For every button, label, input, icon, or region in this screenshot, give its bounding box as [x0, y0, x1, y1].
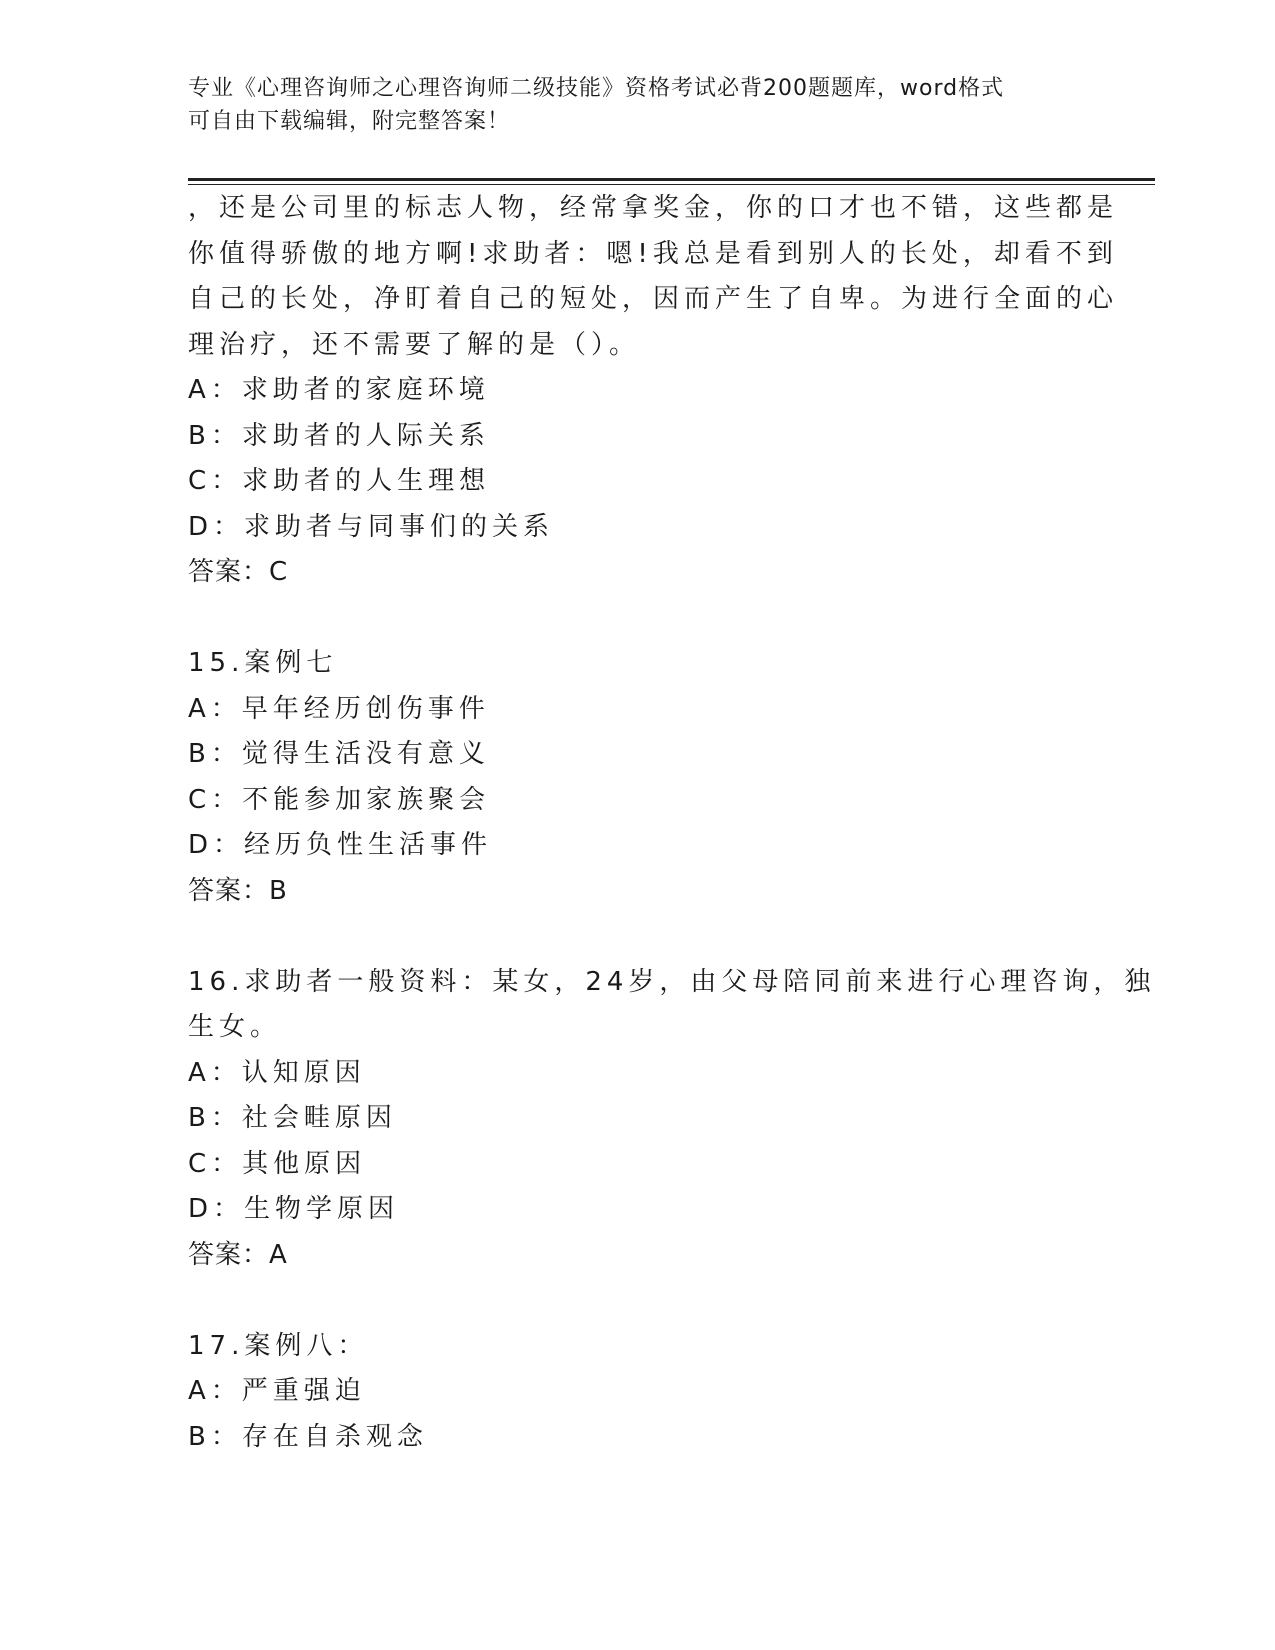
spacer	[188, 596, 1088, 642]
header-line-2: 可自由下载编辑，附完整答案！	[188, 109, 511, 134]
question-17	[188, 1324, 1088, 1461]
header-line-1: 专业《心理咨询师之心理咨询师二级技能》资格考试必背200题题库，word格式	[188, 76, 1005, 101]
option-d: D：求助者与同事们的关系	[188, 511, 555, 542]
answer-line: 答案：A	[188, 1239, 288, 1270]
question-14	[188, 186, 1119, 596]
option-b: B：存在自杀观念	[188, 1421, 428, 1452]
option-a: A：认知原因	[188, 1057, 366, 1088]
answer-line: 答案：C	[188, 557, 289, 587]
option-d: D：经历负性生活事件	[188, 830, 493, 860]
option-b: B：求助者的人际关系	[188, 420, 490, 451]
header-rule-thin	[188, 184, 1155, 185]
question-text-line: 16.求助者一般资料：某女，24岁，由父母陪同前来进行心理咨询，独	[188, 966, 1156, 997]
option-a: A：严重强迫	[188, 1376, 366, 1406]
question-16	[188, 960, 1156, 1279]
option-c: C：不能参加家族聚会	[188, 784, 491, 815]
document-header	[188, 72, 1088, 138]
option-a: A：求助者的家庭环境	[188, 375, 490, 405]
question-list	[188, 186, 1156, 1460]
question-text-line: 理治疗，还不需要了解的是（）。	[188, 329, 641, 360]
question-text-line: 自己的长处，净盯着自己的短处，因而产生了自卑。为进行全面的心	[188, 284, 1119, 314]
question-title: 17.案例八：	[188, 1330, 369, 1361]
option-c: C：其他原因	[188, 1148, 367, 1179]
spacer	[188, 914, 1088, 960]
header-rule-thick	[188, 178, 1155, 181]
question-text-line: 生女。	[188, 1012, 282, 1042]
option-b: B：社会畦原因	[188, 1103, 397, 1133]
spacer	[188, 1278, 1088, 1324]
question-text-line: 你值得骄傲的地方啊!求助者：嗯!我总是看到别人的长处，却看不到	[188, 238, 1118, 269]
option-a: A：早年经历创伤事件	[188, 693, 490, 724]
question-15	[188, 641, 1088, 914]
answer-line: 答案：B	[188, 875, 288, 906]
question-title: 15.案例七	[188, 648, 338, 678]
option-b: B：觉得生活没有意义	[188, 739, 490, 769]
option-c: C：求助者的人生理想	[188, 466, 491, 496]
question-text-line: ，还是公司里的标志人物，经常拿奖金，你的口才也不错，这些都是	[188, 193, 1119, 223]
option-d: D：生物学原因	[188, 1194, 400, 1224]
